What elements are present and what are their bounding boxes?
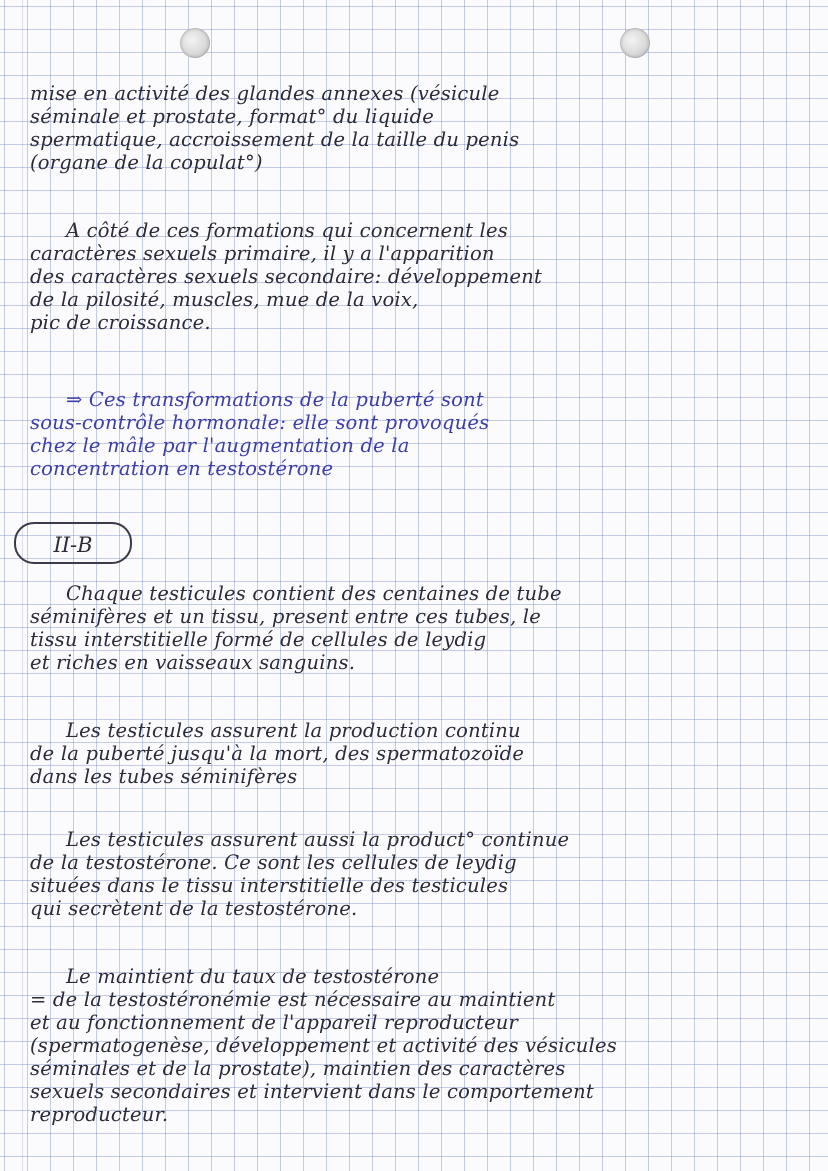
text-line: séminifères et un tissu, present entre ces tubes, le <box>30 605 541 628</box>
text-line: de la pilosité, muscles, mue de la voix, <box>30 288 419 311</box>
text-line: séminale et prostate, format° du liquide <box>30 105 434 128</box>
paragraph-1 <box>30 82 810 174</box>
paragraph-4 <box>30 582 810 674</box>
text-line: séminales et de la prostate), maintien des caractères <box>30 1057 566 1080</box>
text-line: concentration en testostérone <box>30 457 334 480</box>
text-line: = de la testostéronémie est nécessaire au maintient <box>30 988 556 1011</box>
text-line: Les testicules assurent la production continu <box>66 719 521 742</box>
text-line: tissu interstitielle formé de cellules de leydig <box>30 628 487 651</box>
punch-hole-right <box>620 28 650 58</box>
text-line: A côté de ces formations qui concernent les <box>66 219 508 242</box>
paragraph-7 <box>30 965 810 1126</box>
paragraph-5 <box>30 719 810 788</box>
text-line: Le maintient du taux de testostérone <box>66 965 440 988</box>
text-line: mise en activité des glandes annexes (vésicule <box>30 82 500 105</box>
text-line: dans les tubes séminifères <box>30 765 298 788</box>
text-line: qui secrètent de la testostérone. <box>30 897 358 920</box>
text-line: des caractères sexuels secondaire: développement <box>30 265 543 288</box>
section-badge: II-B <box>14 522 132 564</box>
text-line: (organe de la copulat°) <box>30 151 263 174</box>
margin-line <box>22 0 23 1171</box>
text-line: ⇒ Ces transformations de la puberté sont <box>66 388 484 411</box>
text-line: sexuels secondaires et intervient dans le comportement <box>30 1080 594 1103</box>
text-line: chez le mâle par l'augmentation de la <box>30 434 410 457</box>
conclusion-paragraph <box>30 388 810 480</box>
text-line: pic de croissance. <box>30 311 211 334</box>
text-line: sous-contrôle hormonale: elle sont provoqués <box>30 411 490 434</box>
text-line: Les testicules assurent aussi la product° continue <box>66 828 570 851</box>
text-line: caractères sexuels primaire, il y a l'apparition <box>30 242 495 265</box>
text-line: et au fonctionnement de l'appareil reproducteur <box>30 1011 519 1034</box>
text-line: spermatique, accroissement de la taille du penis <box>30 128 520 151</box>
text-line: (spermatogenèse, développement et activité des vésicules <box>30 1034 617 1057</box>
text-line: Chaque testicules contient des centaines de tube <box>66 582 562 605</box>
text-line: situées dans le tissu interstitielle des testicules <box>30 874 509 897</box>
text-line: et riches en vaisseaux sanguins. <box>30 651 356 674</box>
punch-hole-left <box>180 28 210 58</box>
text-line: de la testostérone. Ce sont les cellules de leydig <box>30 851 517 874</box>
paragraph-6 <box>30 828 810 920</box>
text-line: de la puberté jusqu'à la mort, des spermatozoïde <box>30 742 525 765</box>
paragraph-2 <box>30 219 810 334</box>
text-line: reproducteur. <box>30 1103 169 1126</box>
